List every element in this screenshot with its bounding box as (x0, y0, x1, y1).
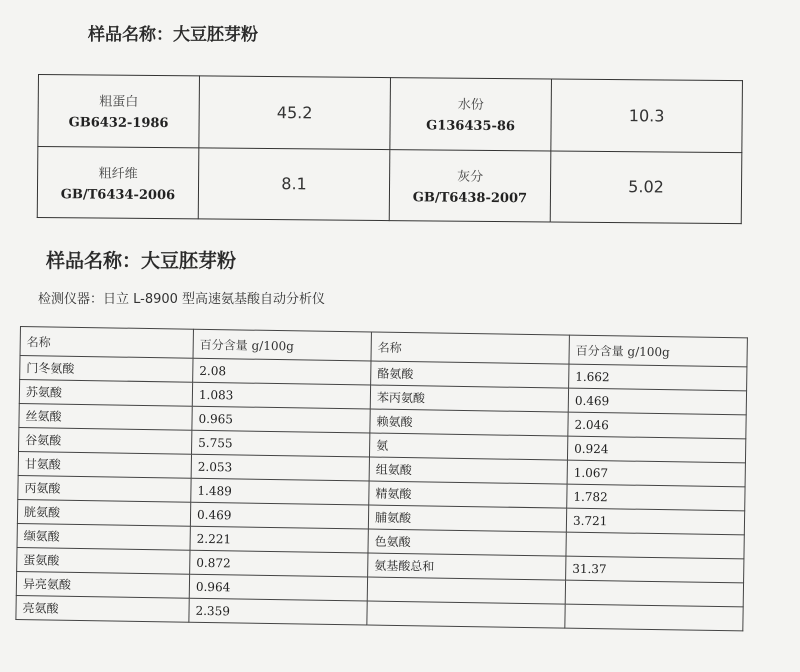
amino-value-cell: 2.08 (193, 358, 371, 385)
amino-name-cell: 氨 (369, 433, 567, 460)
amino-name-cell (367, 601, 565, 628)
col-header-content: 百分含量 g/100g (569, 335, 747, 367)
amino-value-cell: 0.872 (190, 550, 368, 577)
proximate-name-cell (38, 75, 200, 148)
amino-name-cell: 脯氨酸 (368, 505, 566, 532)
amino-name-cell: 酪氨酸 (371, 361, 569, 388)
amino-name-cell: 异亮氨酸 (16, 571, 189, 598)
proximate-name-cell (390, 78, 552, 151)
proximate-name-cell (37, 146, 199, 219)
col-header-name: 名称 (371, 332, 569, 364)
sample-title-second: 样品名称：大豆胚芽粉 (46, 250, 237, 272)
amino-value-cell: 0.924 (567, 436, 745, 463)
amino-value-cell: 0.469 (190, 502, 368, 529)
amino-name-cell: 赖氨酸 (370, 409, 568, 436)
amino-name-cell: 蛋氨酸 (17, 547, 190, 574)
amino-value-cell: 0.964 (189, 574, 367, 601)
amino-name-cell: 胱氨酸 (17, 499, 190, 526)
item-standard: G136435-86 (426, 118, 516, 135)
item-value: 10.3 (551, 79, 743, 152)
amino-name-cell: 缬氨酸 (17, 523, 190, 550)
proximate-row (37, 146, 742, 224)
amino-name-cell: 甘氨酸 (18, 451, 191, 478)
amino-name-cell: 丝氨酸 (19, 403, 192, 430)
amino-value-cell (565, 580, 743, 607)
item-name: 灰分 (457, 169, 484, 185)
item-standard: GB/T6434-2006 (60, 186, 176, 203)
amino-value-cell: 2.221 (190, 526, 368, 553)
amino-value-cell: 1.083 (192, 382, 370, 409)
amino-name-cell: 谷氨酸 (19, 427, 192, 454)
amino-value-cell: 2.053 (191, 454, 369, 481)
sample-title-top: 样品名称：大豆胚芽粉 (88, 25, 258, 45)
amino-name-cell: 氨基酸总和 (368, 553, 566, 580)
col-header-content: 百分含量 g/100g (193, 329, 371, 361)
amino-value-cell: 1.662 (569, 364, 747, 391)
amino-value-cell: 31.37 (566, 556, 744, 583)
item-name: 水份 (457, 97, 484, 114)
amino-name-cell: 亮氨酸 (16, 595, 189, 622)
item-value: 5.02 (550, 150, 742, 223)
amino-value-cell: 1.489 (191, 478, 369, 505)
amino-table-body (16, 356, 747, 631)
amino-value-cell: 1.782 (567, 484, 745, 511)
amino-value-cell: 1.067 (567, 460, 745, 487)
amino-value-cell: 2.046 (568, 412, 746, 439)
item-value: 8.1 (198, 147, 390, 220)
item-standard: GB6432-1986 (68, 115, 169, 132)
amino-value-cell (565, 604, 743, 631)
amino-name-cell: 门冬氨酸 (20, 356, 193, 383)
amino-value-cell: 5.755 (192, 430, 370, 457)
proximate-row (38, 75, 743, 153)
amino-name-cell: 精氨酸 (369, 481, 567, 508)
col-header-name: 名称 (20, 327, 193, 359)
proximate-table (37, 74, 743, 224)
amino-name-cell: 组氨酸 (369, 457, 567, 484)
amino-name-cell: 苯丙氨酸 (370, 385, 568, 412)
amino-name-cell (367, 577, 565, 604)
amino-value-cell (566, 532, 744, 559)
proximate-name-cell (389, 149, 551, 222)
amino-acid-table (15, 326, 748, 631)
item-name: 粗蛋白 (99, 94, 139, 111)
instrument-line: 检测仪器：日立 L-8900 型高速氨基酸自动分析仪 (38, 292, 326, 307)
amino-value-cell: 3.721 (566, 508, 744, 535)
amino-name-cell: 苏氨酸 (19, 380, 192, 407)
item-name: 粗纤维 (98, 166, 138, 182)
amino-value-cell: 2.359 (189, 598, 367, 625)
amino-value-cell: 0.469 (568, 388, 746, 415)
amino-value-cell: 0.965 (192, 406, 370, 433)
item-standard: GB/T6438-2007 (412, 190, 528, 207)
item-value: 45.2 (199, 76, 391, 149)
amino-name-cell: 丙氨酸 (18, 475, 191, 502)
amino-name-cell: 色氨酸 (368, 529, 566, 556)
